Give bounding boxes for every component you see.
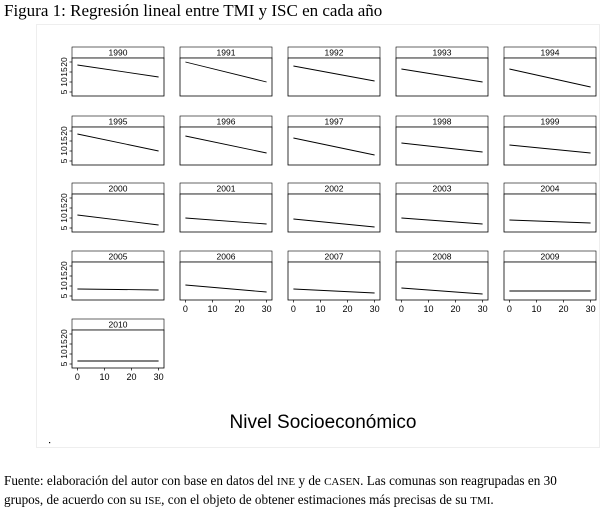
x-tick-label: 0 [182, 304, 188, 314]
y-tick-label: 15 [59, 339, 69, 349]
x-axis [399, 300, 488, 314]
x-tick-label: 10 [315, 304, 326, 314]
panel-2010 [59, 319, 164, 382]
x-tick-label: 20 [126, 372, 137, 382]
y-tick-label: 15 [59, 203, 69, 213]
y-axis [59, 126, 72, 163]
y-tick-label: 10 [59, 349, 69, 359]
figure-title: Figura 1: Regresión lineal entre TMI y ISC en cada año [4, 1, 383, 20]
panel-plot-area [288, 127, 380, 165]
panel-plot-area [72, 330, 164, 368]
panel-1997 [288, 116, 380, 165]
y-axis [59, 261, 72, 298]
panel-plot-area [396, 262, 488, 300]
panel-plot-area [288, 58, 380, 96]
panel-2001 [180, 183, 272, 232]
y-tick-label: 15 [59, 67, 69, 77]
x-tick-label: 30 [369, 304, 380, 314]
panel-1990 [59, 47, 164, 96]
y-tick-label: 10 [59, 146, 69, 156]
y-tick-label: 10 [59, 281, 69, 291]
panel-plot-area [504, 262, 596, 300]
panel-label: 1990 [108, 47, 128, 58]
panel-label: 2003 [432, 183, 452, 194]
panel-2007 [288, 251, 380, 314]
panel-label: 1996 [216, 116, 236, 127]
y-tick-label: 20 [59, 329, 69, 339]
panel-label: 2000 [108, 183, 128, 194]
note-text: y de [295, 473, 325, 488]
panel-2006 [180, 251, 272, 314]
x-axis [75, 368, 164, 382]
panel-2005 [59, 251, 164, 300]
x-axis [183, 300, 272, 314]
panel-label: 1995 [108, 116, 128, 127]
y-tick-label: 20 [59, 126, 69, 136]
x-tick-label: 10 [531, 304, 542, 314]
y-tick-label: 5 [59, 361, 69, 367]
panel-1994 [504, 47, 596, 96]
panel-label: 2004 [540, 183, 560, 194]
x-tick-label: 20 [234, 304, 245, 314]
x-tick-label: 30 [261, 304, 272, 314]
note-text: . [490, 492, 494, 507]
panel-label: 1991 [216, 47, 236, 58]
note-text: , con el objeto de obtener estimaciones más precisas de su [161, 492, 471, 507]
panel-label: 1992 [324, 47, 344, 58]
panel-1993 [396, 47, 488, 96]
panel-1995 [59, 116, 164, 165]
panel-plot-area [504, 194, 596, 232]
panel-label: 1999 [540, 116, 560, 127]
panel-label: 2010 [108, 319, 128, 330]
panel-plot-area [288, 262, 380, 300]
y-tick-label: 10 [59, 77, 69, 87]
acronym: CASEN [324, 476, 361, 488]
x-tick-label: 0 [398, 304, 404, 314]
x-tick-label: 10 [423, 304, 434, 314]
y-tick-label: 20 [59, 261, 69, 271]
panel-label: 2005 [108, 251, 128, 262]
acronym: INE [276, 476, 296, 488]
frame-dot [49, 442, 50, 443]
panel-1999 [504, 116, 596, 165]
y-tick-label: 5 [59, 293, 69, 299]
x-tick-label: 10 [207, 304, 218, 314]
panel-plot-area [180, 194, 272, 232]
panel-plot-area [396, 194, 488, 232]
x-tick-label: 30 [153, 372, 164, 382]
y-tick-label: 5 [59, 225, 69, 231]
source-note [4, 472, 598, 510]
panel-label: 2002 [324, 183, 344, 194]
panel-plot-area [72, 262, 164, 300]
panel-2000 [59, 183, 164, 232]
y-tick-label: 20 [59, 57, 69, 67]
x-tick-label: 30 [585, 304, 596, 314]
panel-1996 [180, 116, 272, 165]
panel-label: 2001 [216, 183, 236, 194]
x-tick-label: 20 [450, 304, 461, 314]
panel-plot-area [504, 58, 596, 96]
panel-plot-area [72, 194, 164, 232]
panel-label: 1994 [540, 47, 560, 58]
x-axis-title: Nivel Socioeconómico [229, 412, 417, 433]
panel-2003 [396, 183, 488, 232]
x-axis [291, 300, 380, 314]
panel-plot-area [72, 127, 164, 165]
x-tick-label: 0 [74, 372, 80, 382]
y-tick-label: 5 [59, 158, 69, 164]
note-text: . Las comunas son reagrupadas en 30 grupos, de acuerdo con su [4, 473, 557, 507]
panel-1998 [396, 116, 488, 165]
y-axis [59, 329, 72, 366]
panel-2004 [504, 183, 596, 232]
x-axis [507, 300, 596, 314]
panel-plot-area [396, 58, 488, 96]
panel-label: 2006 [216, 251, 236, 262]
panel-label: 2008 [432, 251, 452, 262]
panel-label: 1993 [432, 47, 452, 58]
panel-label: 2009 [540, 251, 560, 262]
x-tick-label: 0 [506, 304, 512, 314]
panel-1991 [180, 47, 272, 96]
panel-2002 [288, 183, 380, 232]
panel-label: 2007 [324, 251, 344, 262]
acronym: TMI [470, 495, 491, 507]
x-tick-label: 20 [558, 304, 569, 314]
panel-2009 [504, 251, 596, 314]
note-text: Fuente: elaboración del autor con base en datos del [4, 473, 277, 488]
x-tick-label: 10 [99, 372, 110, 382]
y-tick-label: 15 [59, 271, 69, 281]
panel-plot-area [180, 262, 272, 300]
panel-1992 [288, 47, 380, 96]
y-tick-label: 15 [59, 136, 69, 146]
y-axis [59, 57, 72, 94]
panel-plot-area [72, 58, 164, 96]
x-tick-label: 20 [342, 304, 353, 314]
panel-plot-area [396, 127, 488, 165]
panel-plot-area [180, 127, 272, 165]
panel-2008 [396, 251, 488, 314]
acronym: ISE [144, 495, 162, 507]
x-tick-label: 30 [477, 304, 488, 314]
y-tick-label: 5 [59, 89, 69, 95]
panel-label: 1997 [324, 116, 344, 127]
panel-label: 1998 [432, 116, 452, 127]
y-tick-label: 20 [59, 193, 69, 203]
y-axis [59, 193, 72, 230]
x-tick-label: 0 [290, 304, 296, 314]
y-tick-label: 10 [59, 213, 69, 223]
